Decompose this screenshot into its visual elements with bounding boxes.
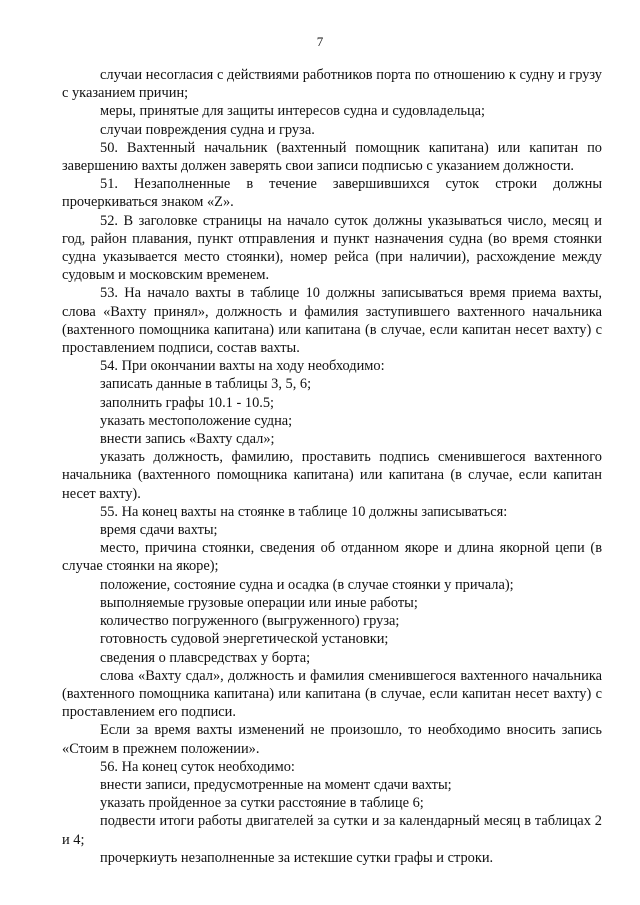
list-item: внести записи, предусмотренные на момент сдачи вахты; xyxy=(100,776,452,793)
list-item: слова «Вахту сдал», должность и фамилия сменившегося вахтенного начальника (вахтенного помощника капитана) или капитана (в случае, если капитан несет вахту) с проставлением его подписи. xyxy=(62,667,602,721)
list-item: сведения о плавсредствах у борта; xyxy=(100,649,311,666)
paragraph: случаи повреждения судна и груза. xyxy=(100,121,315,138)
document-body xyxy=(62,66,602,867)
list-item: внести запись «Вахту сдал»; xyxy=(100,431,275,448)
list-item: выполняемые грузовые операции или иные работы; xyxy=(100,594,418,611)
paragraph: меры, принятые для защиты интересов судна и судовладельца; xyxy=(100,103,486,120)
list-item: место, причина стоянки, сведения об отданном якоре и длина якорной цепи (в случае стоянки на якоре); xyxy=(62,540,602,575)
list-item: указать пройденное за сутки расстояние в таблице 6; xyxy=(100,795,424,812)
list-item: количество погруженного (выгруженного) груза; xyxy=(100,613,400,630)
list-item: готовность судовой энергетической установки; xyxy=(100,631,389,648)
list-item: положение, состояние судна и осадка (в случае стоянки у причала); xyxy=(100,576,514,593)
list-item: записать данные в таблицы 3, 5, 6; xyxy=(100,376,312,393)
clause-52: 52. В заголовке страницы на начало суток должны указываться число, месяц и год, район плавания, пункт отправления и пункт назначения судна (во время стоянки судна указывается место стоянки), номер рейса (при наличии), расхождение между судовым и московским временем. xyxy=(62,212,602,284)
list-item: заполнить графы 10.1 - 10.5; xyxy=(100,394,275,411)
clause-51: 51. Незаполненные в течение завершившихся суток строки должны прочеркиваться знаком «Z». xyxy=(62,176,602,211)
list-item: подвести итоги работы двигателей за сутки и за календарный месяц в таблицах 2 и 4; xyxy=(62,813,602,848)
clause-50: 50. Вахтенный начальник (вахтенный помощник капитана) или капитан по завершению вахты должен заверять свои записи подписью с указанием должности. xyxy=(62,139,602,175)
page-number: 7 xyxy=(316,34,324,49)
paragraph: случаи несогласия с действиями работников порта по отношению к судну и грузу с указанием причин; xyxy=(62,67,602,102)
clause-54: 54. При окончании вахты на ходу необходимо: xyxy=(100,358,385,375)
clause-56: 56. На конец суток необходимо: xyxy=(100,758,295,775)
list-item: указать местоположение судна; xyxy=(100,412,293,429)
paragraph: Если за время вахты изменений не произошло, то необходимо вносить запись «Стоим в прежнем положении». xyxy=(62,722,602,757)
clause-53: 53. На начало вахты в таблице 10 должны записываться время приема вахты, слова «Вахту принял», должность и фамилия заступившего вахтенного начальника (вахтенного помощника капитана) или капитана (в случае, если капитан несет вахту) с проставлением подписи, состав вахты. xyxy=(62,285,602,357)
list-item: время сдачи вахты; xyxy=(100,522,218,539)
list-item: указать должность, фамилию, проставить подпись сменившегося вахтенного начальника (вахтенного помощника капитана) или капитана (в случае, если капитан несет вахту). xyxy=(62,449,602,502)
clause-55: 55. На конец вахты на стоянке в таблице 10 должны записываться: xyxy=(100,503,508,520)
list-item: прочеркиуть незаполненные за истекшие сутки графы и строки. xyxy=(100,849,494,866)
